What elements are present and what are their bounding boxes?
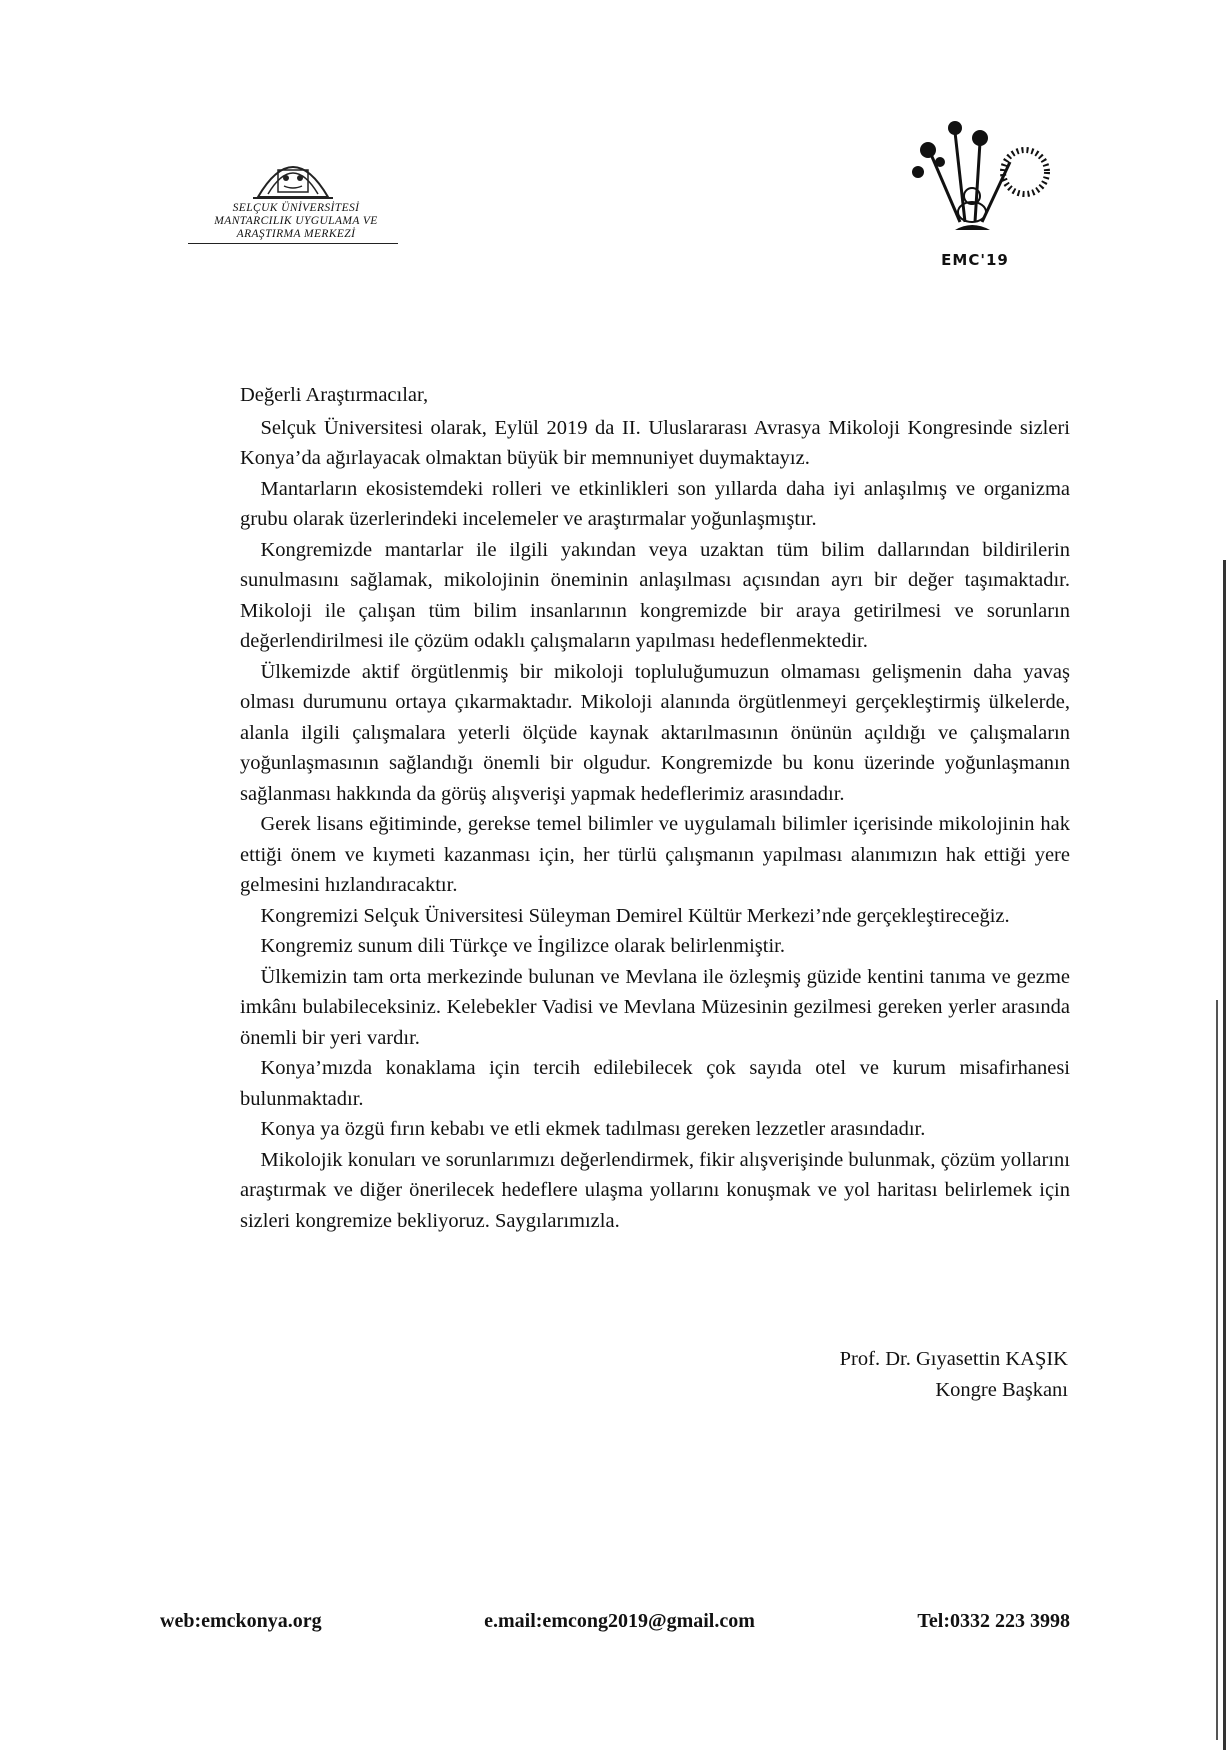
paragraph-2: Mantarların ekosistemdeki rolleri ve etkinlikleri son yıllarda daha iyi anlaşılmış ve organizma grubu olarak üzerlerindeki incelemeler ve araştırmalar yoğunlaşmıştır. xyxy=(240,477,1070,530)
congress-logo-text: EMC'19 xyxy=(941,251,1009,269)
org-line-2: MANTARCILIK UYGULAMA VE xyxy=(214,215,378,227)
footer-web-link[interactable]: web:emckonya.org xyxy=(160,1610,322,1632)
letter-body xyxy=(240,380,1070,1236)
header-rule xyxy=(188,243,398,244)
paragraph-10: Konya ya özgü fırın kebabı ve etli ekmek tadılması gereken lezzetler arasındadır. xyxy=(240,1118,926,1140)
paragraph-6: Kongremizi Selçuk Üniversitesi Süleyman Demirel Kültür Merkezi’nde gerçekleştireceğiz. xyxy=(240,904,1010,927)
congress-logo-block xyxy=(900,112,1050,269)
signature-block xyxy=(798,1344,1068,1406)
university-seal-icon xyxy=(248,142,338,202)
paragraph-5: Gerek lisans eğitiminde, gerekse temel bilimler ve uygulamalı bilimler içerisinde mikolojinin hak ettiği önem ve kıymeti kazanması için, her türlü çalışmanın yapılması alanımızın hak ettiği yere gelmesini hızlandıracaktır. xyxy=(240,813,1070,896)
footer-phone: Tel:0332 223 3998 xyxy=(917,1610,1070,1632)
paragraph-8: Ülkemizin tam orta merkezinde bulunan ve Mevlana ile özleşmiş güzide kentini tanıma ve gezme imkânı bulabileceksiniz. Kelebekler Vadisi ve Mevlana Müzesinin gezilmesi gereken yerler arasında önemli bir yeri vardır. xyxy=(240,965,1070,1049)
salutation: Değerli Araştırmacılar, xyxy=(240,384,429,406)
contact-footer xyxy=(160,1610,1070,1633)
paragraph-1: Selçuk Üniversitesi olarak, Eylül 2019 da II. Uluslararası Avrasya Mikoloji Kongresinde sizleri Konya’da ağırlayacak olmaktan büyük bir memnuniyet duymaktayız. xyxy=(240,416,1070,469)
scan-edge-mark xyxy=(1216,1000,1218,1740)
paragraph-11: Mikolojik konuları ve sorunlarımızı değerlendirmek, fikir alışverişinde bulunmak, çözüm yollarını araştırmak ve diğer önerilecek hedeflere ulaşma yollarını konuşmak ve yol haritası belirlemek için sizleri kongremize bekliyoruz. Saygılarımızla. xyxy=(240,1148,1070,1232)
org-line-3: ARAŞTIRMA MERKEZİ xyxy=(236,228,356,240)
scan-edge-mark xyxy=(1223,560,1226,1750)
org-line-1: SELÇUK ÜNİVERSİTESİ xyxy=(232,202,360,214)
signatory-name: Prof. Dr. Gıyasettin KAŞIK xyxy=(839,1348,1068,1370)
university-logo-block xyxy=(188,142,404,244)
paragraph-4: Ülkemizde aktif örgütlenmiş bir mikoloji topluluğumuzun olmaması gelişmenin daha yavaş olması durumunu ortaya çıkarmaktadır. Mikoloji alanında örgütlenmeyi gerçekleştirmiş ülkelerde, alanla ilgili çalışmalara yeterli ölçüde kaynak aktarılmasının önünün açıldığı ve çalışmaların yoğunlaşmasının sağlandığı önemli bir olgudur. Kongremizde bu konu üzerinde yoğunlaşmanın sağlanması hakkında da görüş alışverişi yapmak hedeflerimiz arasındadır. xyxy=(240,660,1070,805)
paragraph-9: Konya’mızda konaklama için tercih edilebilecek çok sayıda otel ve kurum misafirhanesi bulunmaktadır. xyxy=(240,1057,1070,1110)
signatory-title: Kongre Başkanı xyxy=(935,1379,1068,1401)
mushroom-congress-logo-icon xyxy=(900,112,1050,242)
paragraph-3: Kongremizde mantarlar ile ilgili yakından veya uzaktan tüm bilim dallarından bildirilerin sunulmasını sağlamak, mikolojinin öneminin anlaşılması açısından ayrı bir değer taşımaktadır. Mikoloji ile çalışan tüm bilim insanlarının kongremizde bir araya getirilmesi ve sorunların değerlendirilmesi ile çözüm odaklı çalışmaların yapılması hedeflenmektedir. xyxy=(240,538,1070,652)
footer-email-link[interactable]: e.mail:emcong2019@gmail.com xyxy=(484,1610,755,1632)
paragraph-7: Kongremiz sunum dili Türkçe ve İngilizce olarak belirlenmiştir. xyxy=(240,935,786,957)
